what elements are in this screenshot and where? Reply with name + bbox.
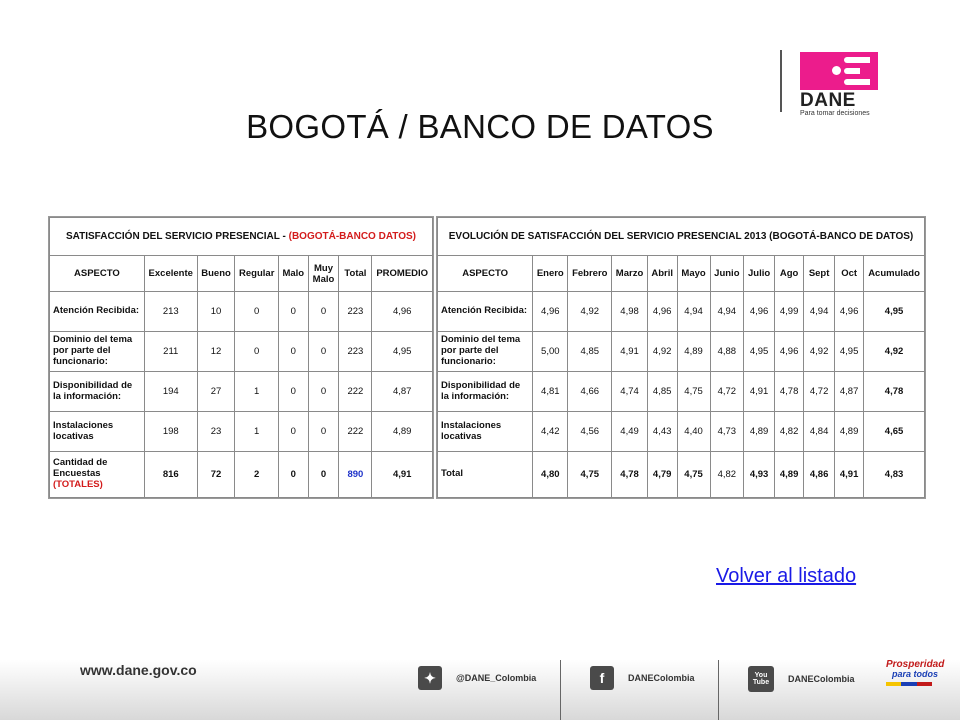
table-cell: 4,66 [568, 372, 612, 412]
table-cell: 4,85 [647, 372, 677, 412]
table-cell: 4,78 [612, 452, 648, 498]
table-cell: 0 [279, 292, 309, 332]
table-cell: 4,79 [647, 452, 677, 498]
table-cell: 5,00 [533, 332, 568, 372]
table-row [438, 332, 925, 372]
column-header: Regular [235, 256, 279, 292]
table-cell: 4,96 [744, 292, 775, 332]
table-cell: 4,96 [835, 292, 864, 332]
table-row [50, 292, 433, 332]
table1-caption: SATISFACCIÓN DEL SERVICIO PRESENCIAL - (BOGOTÁ-BANCO DATOS) [50, 218, 433, 256]
table2-caption: EVOLUCIÓN DE SATISFACCIÓN DEL SERVICIO PRESENCIAL 2013 (BOGOTÁ-BANCO DE DATOS) [438, 218, 925, 256]
facebook-handle: DANEColombia [628, 673, 695, 683]
table-cell: 4,91 [372, 452, 433, 498]
column-header: ASPECTO [438, 256, 533, 292]
table-cell: 4,92 [647, 332, 677, 372]
column-header: Sept [804, 256, 835, 292]
table-cell: 4,40 [677, 412, 710, 452]
table-cell: 890 [339, 452, 372, 498]
table-cell: 72 [197, 452, 235, 498]
table-cell: 4,96 [647, 292, 677, 332]
table-cell: 4,74 [612, 372, 648, 412]
row-aspect: Dominio del tema por parte del funcionario: [438, 332, 533, 372]
logo-divider [780, 50, 782, 112]
table-row [50, 372, 433, 412]
column-header: Muy Malo [308, 256, 339, 292]
table-cell: 2 [235, 452, 279, 498]
table-cell: 4,56 [568, 412, 612, 452]
table-cell: 4,98 [612, 292, 648, 332]
row-aspect: Atención Recibida: [438, 292, 533, 332]
footer-url[interactable]: www.dane.gov.co [80, 662, 197, 678]
table-cell: 12 [197, 332, 235, 372]
column-header: Enero [533, 256, 568, 292]
table-cell: 4,89 [677, 332, 710, 372]
row-aspect: Disponibilidad de la información: [50, 372, 145, 412]
total-row [50, 452, 433, 498]
table-cell: 4,80 [533, 452, 568, 498]
satisfaction-table [48, 216, 434, 499]
table-cell: 4,83 [864, 452, 925, 498]
row-aspect: Disponibilidad de la información: [438, 372, 533, 412]
evolution-table [436, 216, 926, 499]
logo-name: DANE [800, 90, 856, 111]
table-cell: 4,91 [744, 372, 775, 412]
table-row [438, 292, 925, 332]
table-cell: 198 [144, 412, 197, 452]
table-cell: 27 [197, 372, 235, 412]
column-header: Febrero [568, 256, 612, 292]
table-cell: 4,85 [568, 332, 612, 372]
table-cell: 4,89 [775, 452, 804, 498]
table-cell: 4,91 [612, 332, 648, 372]
table-cell: 4,92 [568, 292, 612, 332]
twitter-icon: ✦ [418, 666, 442, 690]
table-cell: 4,92 [864, 332, 925, 372]
youtube-handle: DANEColombia [788, 674, 855, 684]
twitter-link[interactable] [418, 666, 536, 690]
row-aspect: Cantidad de Encuestas (TOTALES) [50, 452, 145, 498]
table-cell: 4,75 [677, 452, 710, 498]
logo-mark [800, 52, 878, 90]
table-cell: 4,78 [864, 372, 925, 412]
table-cell: 4,95 [835, 332, 864, 372]
table-cell: 10 [197, 292, 235, 332]
table-cell: 4,88 [710, 332, 743, 372]
column-header: Acumulado [864, 256, 925, 292]
table-cell: 0 [279, 412, 309, 452]
table-cell: 0 [279, 372, 309, 412]
column-header: PROMEDIO [372, 256, 433, 292]
row-aspect: Instalaciones locativas [50, 412, 145, 452]
table-cell: 0 [308, 372, 339, 412]
back-to-list-link[interactable]: Volver al listado [716, 565, 857, 587]
table-cell: 4,82 [775, 412, 804, 452]
row-aspect: Total [438, 452, 533, 498]
column-header: Abril [647, 256, 677, 292]
table-cell: 4,81 [533, 372, 568, 412]
table-cell: 4,91 [835, 452, 864, 498]
table-cell: 4,49 [612, 412, 648, 452]
table-cell: 4,96 [775, 332, 804, 372]
column-header: Malo [279, 256, 309, 292]
logo-tagline: Para tomar decisiones [800, 110, 870, 117]
table-cell: 4,73 [710, 412, 743, 452]
table-row [50, 332, 433, 372]
twitter-handle: @DANE_Colombia [456, 673, 537, 683]
row-aspect: Instalaciones locativas [438, 412, 533, 452]
table-cell: 4,42 [533, 412, 568, 452]
table-cell: 4,82 [710, 452, 743, 498]
footer-divider [560, 660, 561, 720]
table-cell: 0 [308, 292, 339, 332]
table-cell: 4,86 [804, 452, 835, 498]
column-header: ASPECTO [50, 256, 145, 292]
table-cell: 4,95 [744, 332, 775, 372]
table-cell: 1 [235, 372, 279, 412]
column-header: Bueno [197, 256, 235, 292]
table-cell: 223 [339, 292, 372, 332]
footer-divider [718, 660, 719, 720]
table-cell: 4,84 [804, 412, 835, 452]
table-cell: 0 [235, 332, 279, 372]
row-aspect: Dominio del tema por parte del funcionario: [50, 332, 145, 372]
table-row [438, 372, 925, 412]
table-cell: 4,93 [744, 452, 775, 498]
table-cell: 4,89 [744, 412, 775, 452]
table-cell: 23 [197, 412, 235, 452]
table-cell: 4,72 [710, 372, 743, 412]
table-cell: 4,72 [804, 372, 835, 412]
table-cell: 4,95 [372, 332, 433, 372]
table-cell: 4,94 [710, 292, 743, 332]
row-aspect: Atención Recibida: [50, 292, 145, 332]
table-cell: 0 [308, 452, 339, 498]
table-cell: 4,99 [775, 292, 804, 332]
table-cell: 4,94 [677, 292, 710, 332]
table-cell: 4,96 [372, 292, 433, 332]
table-cell: 4,87 [372, 372, 433, 412]
column-header: Oct [835, 256, 864, 292]
table-cell: 4,89 [372, 412, 433, 452]
table-cell: 222 [339, 412, 372, 452]
total-row [438, 452, 925, 498]
column-header: Mayo [677, 256, 710, 292]
table-cell: 222 [339, 372, 372, 412]
youtube-link[interactable] [748, 666, 855, 692]
table-cell: 816 [144, 452, 197, 498]
table-cell: 4,75 [677, 372, 710, 412]
table-cell: 4,96 [533, 292, 568, 332]
table-cell: 4,65 [864, 412, 925, 452]
table-cell: 213 [144, 292, 197, 332]
table-cell: 4,43 [647, 412, 677, 452]
page-title: BOGOTÁ / BANCO DE DATOS [246, 108, 714, 145]
youtube-icon: You Tube [748, 666, 774, 692]
table-cell: 223 [339, 332, 372, 372]
column-header: Junio [710, 256, 743, 292]
column-header: Total [339, 256, 372, 292]
table-cell: 0 [308, 332, 339, 372]
table-row [438, 412, 925, 452]
facebook-icon: f [590, 666, 614, 690]
table-cell: 211 [144, 332, 197, 372]
table-cell: 4,92 [804, 332, 835, 372]
column-header: Excelente [144, 256, 197, 292]
table-cell: 0 [308, 412, 339, 452]
table-cell: 4,78 [775, 372, 804, 412]
prosperidad-logo: Prosperidad para todos [886, 660, 942, 696]
table-row [50, 412, 433, 452]
table-cell: 4,95 [864, 292, 925, 332]
table-cell: 4,94 [804, 292, 835, 332]
column-header: Marzo [612, 256, 648, 292]
table-cell: 0 [279, 452, 309, 498]
table-cell: 4,75 [568, 452, 612, 498]
column-header: Julio [744, 256, 775, 292]
table-cell: 4,87 [835, 372, 864, 412]
table-cell: 194 [144, 372, 197, 412]
column-header: Ago [775, 256, 804, 292]
table-cell: 0 [279, 332, 309, 372]
facebook-link[interactable] [590, 666, 695, 690]
table-cell: 4,89 [835, 412, 864, 452]
table-cell: 1 [235, 412, 279, 452]
table-cell: 0 [235, 292, 279, 332]
